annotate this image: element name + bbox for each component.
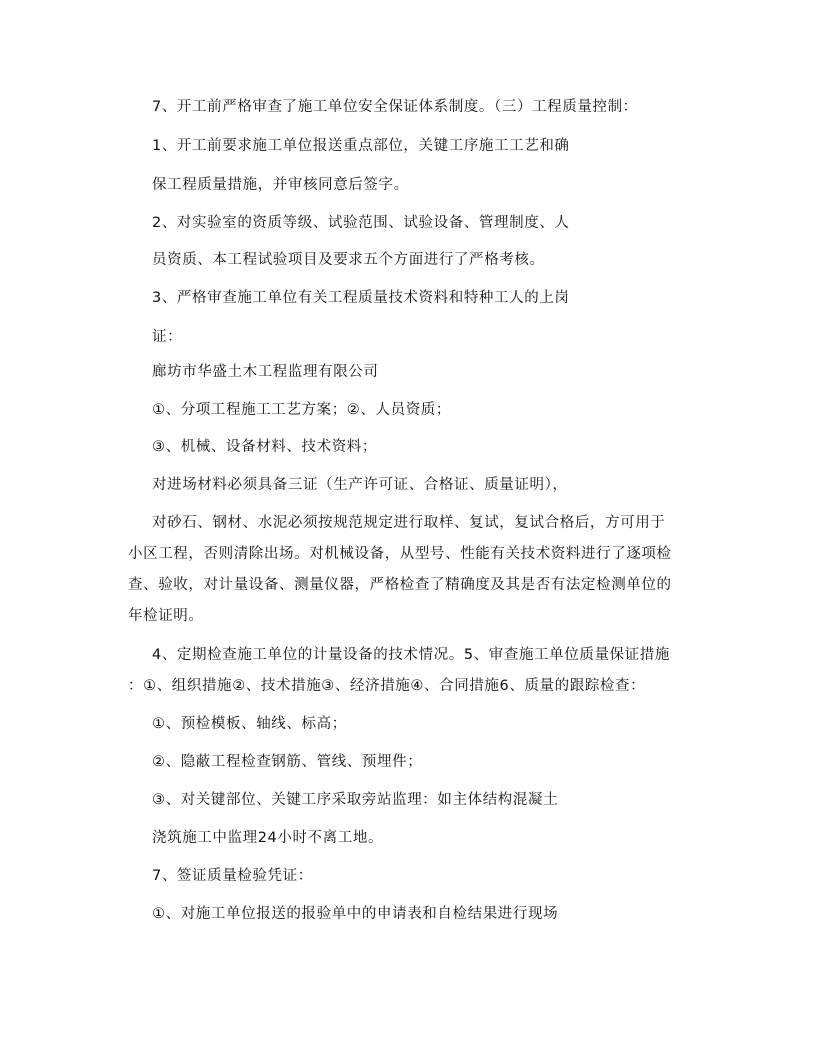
- text-line: 查、验收，对计量设备、测量仪器，严格检查了精确度及其是否有法定检测单位的: [128, 577, 672, 593]
- text-line: 保工程质量措施，并审核同意后签字。: [152, 177, 409, 193]
- text-line: ③、对关键部位、关键工序采取旁站监理：如主体结构混凝土: [152, 792, 559, 808]
- text-line: 年检证明。: [128, 608, 204, 624]
- text-line: 员资质、本工程试验项目及要求五个方面进行了严格考核。: [152, 252, 545, 268]
- company-name: 廊坊市华盛土木工程监理有限公司: [152, 364, 379, 380]
- text-line: 小区工程，否则清除出场。对机械设备，从型号、性能有关技术资料进行了逐项检: [128, 546, 672, 562]
- text-line: 1、开工前要求施工单位报送重点部位，关键工序施工工艺和确: [152, 138, 570, 154]
- text-line: ①、分项工程施工工艺方案；②、人员资质；: [152, 402, 451, 418]
- text-line: ②、隐蔽工程检查钢筋、管线、预埋件；: [152, 754, 423, 770]
- text-line: ：①、组织措施②、技术措施③、经济措施④、合同措施6、质量的跟踪检查：: [128, 678, 646, 694]
- text-line: 对砂石、钢材、水泥必须按规范规定进行取样、复试，复试合格后，方可用于: [152, 515, 666, 531]
- text-line: 3、严格审查施工单位有关工程质量技术资料和特种工人的上岗: [152, 290, 570, 306]
- text-line: 2、对实验室的资质等级、试验范围、试验设备、管理制度、人: [152, 215, 570, 231]
- text-line: 7、签证质量检验凭证：: [152, 868, 313, 884]
- text-line: ①、对施工单位报送的报验单中的申请表和自检结果进行现场: [152, 906, 559, 922]
- text-line: 证：: [152, 329, 183, 345]
- text-line: 浇筑施工中监理24小时不离工地。: [152, 830, 384, 846]
- text-line: 4、定期检查施工单位的计量设备的技术情况。5、审查施工单位质量保证措施: [152, 647, 670, 663]
- text-line: 7、开工前严格审查了施工单位安全保证体系制度。（三）工程质量控制：: [152, 99, 638, 115]
- text-line: ③、机械、设备材料、技术资料；: [152, 439, 377, 455]
- text-line: 对进场材料必须具备三证（生产许可证、合格证、质量证明），: [152, 477, 568, 493]
- text-line: ①、预检模板、轴线、标高；: [152, 716, 347, 732]
